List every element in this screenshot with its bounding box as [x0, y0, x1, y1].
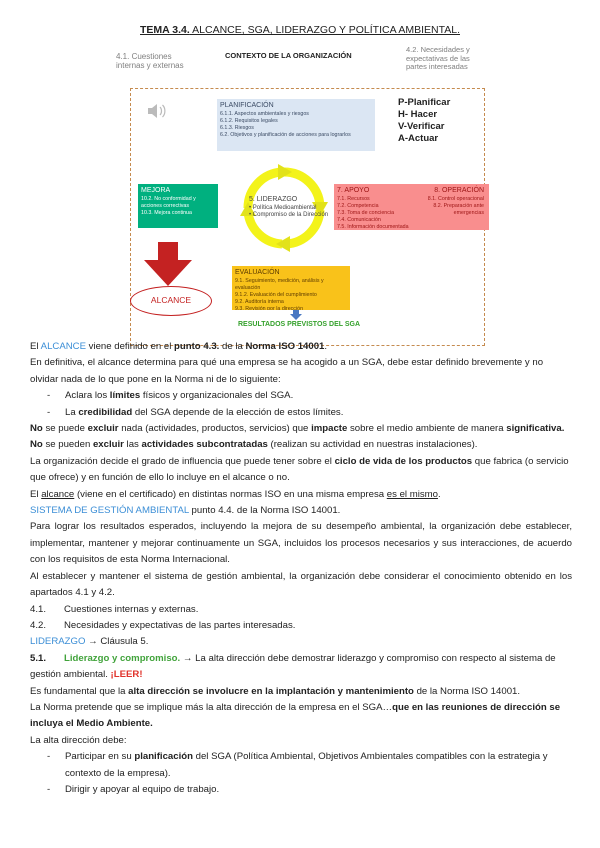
paragraph: El alcance (viene en el certificado) en distintas normas ISO en una misma empresa es el mismo.: [30, 488, 441, 500]
paragraph: En definitiva, el alcance determina para qué una empresa se ha acogido a un SGA, debe estar definido brevemente y no olvidar nada de lo que pone en la Norma ni de lo siguiente:: [30, 357, 544, 385]
list-item: - Dirigir y apoyar al equipo de trabajo.: [47, 783, 220, 795]
list-item: - La credibilidad del SGA depende de la elección de estos límites.: [47, 406, 344, 418]
liderazgo-center: [249, 196, 328, 220]
context-diagram: [110, 44, 490, 336]
red-arrow-down-icon: [142, 242, 194, 288]
paragraph: La alta dirección debe:: [30, 734, 127, 746]
speaker-icon: [146, 102, 168, 120]
phva-list: [398, 97, 450, 145]
alcance-ellipse: ALCANCE: [130, 286, 212, 316]
blue-arrow-down-icon: [290, 310, 302, 320]
paragraph: Para lograr los resultados esperados, incluyendo la mejora de su desempeño ambiental, la organización debe establecer, implementar, mantener y mejorar continuamente un SGA, incluidos los procesos necesarios y sus interacciones, de acuerdo con los requisitos de esta Norma Internacional.: [30, 521, 572, 566]
operacion-line: 8.1. Control operacional: [427, 196, 484, 203]
operacion-title: 8. OPERACIÓN: [434, 187, 484, 194]
page-title: TEMA 3.4. ALCANCE, SGA, LIDERAZGO Y POLÍTICA AMBIENTAL.: [140, 24, 460, 36]
mejora-line: 10.3. Mejora continua: [141, 209, 192, 216]
paragraph: Al establecer y mantener el sistema de gestión ambiental, la organización debe considerar el conocimiento obtenido en los apartados 4.1 y 4.2.: [30, 570, 572, 599]
paragraph: SISTEMA DE GESTIÓN AMBIENTAL punto 4.4. de la Norma ISO 14001.: [30, 505, 341, 517]
apoyo-line: 7.2. Competencia: [337, 202, 379, 209]
mejora-line: 10.2. No conformidad y acciones correctivas: [141, 196, 196, 209]
apoyo-line: 7.4. Comunicación: [337, 216, 381, 223]
liderazgo-line: • Compromiso de la Dirección: [249, 212, 329, 219]
apoyo-operacion-box: [334, 184, 489, 230]
mejora-title: MEJORA: [141, 187, 171, 194]
numbered-item: 4.1. Cuestiones internas y externas.: [30, 603, 199, 615]
planif-line: 6.1.2. Requisitos legales: [220, 117, 278, 124]
phva-item: A-Actuar: [398, 133, 439, 144]
liderazgo-line: • Política Medioambiental: [249, 204, 317, 211]
eval-line: 9.1.2. Evaluación del cumplimiento: [235, 291, 317, 298]
mejora-box: [138, 184, 218, 228]
apoyo-line: 7.1. Recursos: [337, 196, 370, 203]
phva-item: P-Planificar: [398, 97, 451, 108]
apoyo-title: 7. APOYO: [337, 187, 370, 194]
eval-line: 9.2. Auditoría interna: [235, 298, 284, 305]
paragraph: La Norma pretende que se implique más la alta dirección de la empresa en el SGA…que en las reuniones de dirección se incluya el Medio Ambiente.: [30, 701, 561, 730]
paragraph: La organización decide el grado de influencia que puede tener sobre el ciclo de vida de los productos que fabrica (o servicio que ofrece) y en función de ello lo incluye en el alcance o no.: [30, 455, 569, 484]
apoyo-line: 7.3. Toma de conciencia: [337, 209, 395, 216]
diagram-contexto: CONTEXTO DE LA ORGANIZACIÓN: [225, 51, 352, 60]
liderazgo-title: 5. LIDERAZGO: [249, 196, 298, 203]
evaluacion-box: [232, 266, 350, 310]
eval-line: 9.3. Revisión por la dirección: [235, 305, 304, 310]
planif-line: 6.1.1. Aspectos ambientales y riesgos: [220, 111, 309, 118]
numbered-item: 4.2. Necesidades y expectativas de las partes interesadas.: [30, 619, 296, 631]
apoyo-line: 7.5. Información documentada: [337, 223, 409, 230]
diagram-necesidades: 4.2. Necesidades y expectativas de las partes interesadas: [406, 45, 470, 72]
resultados-label: RESULTADOS PREVISTOS DEL SGA: [238, 321, 361, 328]
body-text: [30, 339, 572, 798]
diagram-cuestiones: 4.1. Cuestiones internas y externas: [116, 52, 184, 71]
phva-item: V-Verificar: [398, 121, 445, 132]
planif-line: 6.1.3. Riesgos: [220, 124, 254, 131]
list-item: - Participar en su planificación del SGA (Política Ambiental, Objetivos Ambientales compatibles con la estrategia y contexto de la empresa).: [47, 751, 548, 779]
list-item: - Aclara los límites físicos y organizacionales del SGA.: [47, 390, 294, 402]
paragraph: El ALCANCE viene definido en el punto 4.3. de la Norma ISO 14001.: [30, 341, 328, 352]
eval-line: 9.1. Seguimiento, medición, análisis y evaluación: [235, 278, 324, 291]
phva-item: H- Hacer: [398, 109, 438, 120]
paragraph: No se puede excluir nada (actividades, productos, servicios) que impacte sobre el medio ambiente de manera significativa.: [30, 423, 565, 435]
planif-line: 6.2. Objetivos y planificación de acciones para lograrlos: [220, 131, 351, 138]
paragraph: LIDERAZGO → Cláusula 5.: [30, 636, 149, 648]
paragraph: Es fundamental que la alta dirección se involucre en la implantación y mantenimiento de la Norma ISO 14001.: [30, 685, 521, 697]
eval-title: EVALUACIÓN: [235, 269, 280, 276]
operacion-line: 8.2. Preparación ante emergencias: [433, 202, 484, 216]
paragraph: No se pueden excluir las actividades subcontratadas (realizan su actividad en nuestras instalaciones).: [30, 439, 478, 451]
planif-title: PLANIFICACIÓN: [220, 102, 274, 109]
paragraph: 5.1. Liderazgo y compromiso. → La alta dirección debe demostrar liderazgo y compromiso con respecto al sistema de gestión ambiental. ¡LEER!: [30, 652, 556, 681]
